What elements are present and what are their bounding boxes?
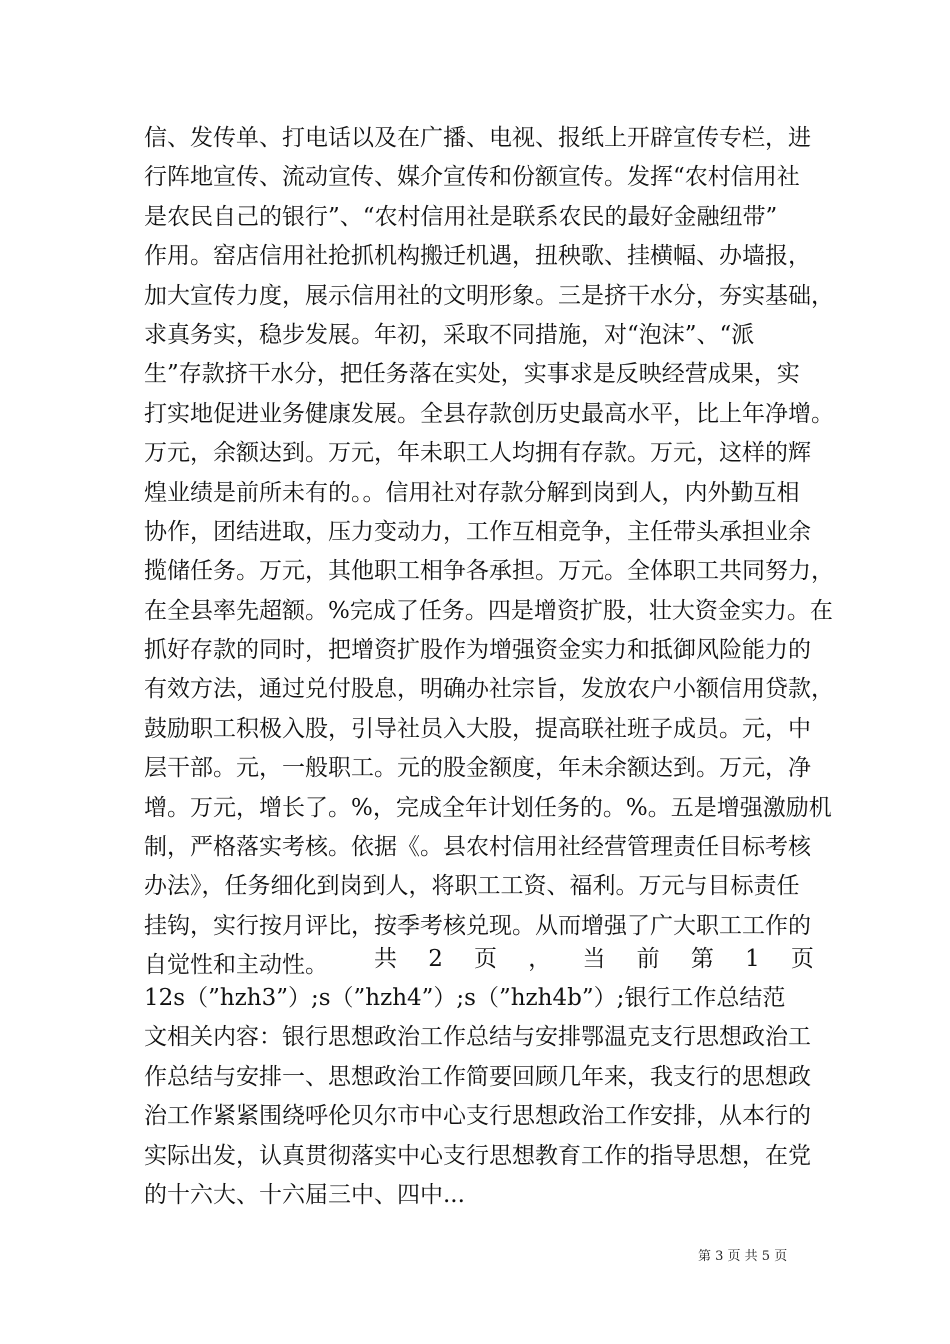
page-footer: 第 3 页 共 5 页 [698,1249,788,1264]
page-count-token: 页 [474,946,498,972]
body-line: 制，严格落实考核。依据《。县农村信用社经营管理责任目标考核 [144,834,811,861]
tail-line: 12s（”hzh3”）;s（”hzh4”）;s（”hzh4b”）;银行工作总结范 [144,985,786,1011]
body-line: 挂钩，实行按月评比，按季考核兑现。从而增强了广大职工工作的 [144,912,811,939]
page-count-token: 页 [790,946,814,972]
tail-line: 作总结与安排一、思想政治工作简要回顾几年来，我支行的思想政 [144,1063,811,1090]
body-line: 万元，余额达到。万元，年未职工人均拥有存款。万元，这样的辉 [144,440,811,467]
body-line: 在全县率先超额。%完成了任务。四是增资扩股，壮大资金实力。在 [144,597,833,624]
body-line: 有效方法，通过兑付股息，明确办社宗旨，发放农户小额信用贷款， [144,676,834,703]
tail-line: 治工作紧紧围绕呼伦贝尔市中心支行思想政治工作安排，从本行的 [144,1103,811,1130]
body-line: 是农民自己的银行”、“农村信用社是联系农民的最好金融纽带” [144,203,778,230]
tail-line: 实际出发，认真贯彻落实中心支行思想教育工作的指导思想，在党 [144,1142,811,1169]
body-line: 自觉性和主动性。 [144,952,328,979]
page-count-token: 第 [690,946,714,972]
body-line: 煌业绩是前所未有的。。信用社对存款分解到岗到人，内外勤互相 [144,479,800,506]
page-count-token: ， [528,946,552,972]
page-count-token: 当 [582,946,606,972]
body-line: 增。万元，增长了。%，完成全年计划任务的。%。五是增强激励机 [144,794,832,821]
body-line: 办法》，任务细化到岗到人，将职工工资、福利。万元与目标责任 [144,873,800,900]
page-count-token: 前 [636,946,660,972]
body-line: 揽储任务。万元，其他职工相争各承担。万元。全体职工共同努力， [144,558,834,585]
tail-line: 的十六大、十六届三中、四中... [144,1181,465,1208]
tail-line: 文相关内容：银行思想政治工作总结与安排鄂温克支行思想政治工 [144,1024,811,1051]
body-line: 求真务实，稳步发展。年初，采取不同措施，对“泡沫”、“派 [144,321,755,348]
body-line: 层干部。元，一般职工。元的股金额度，年未余额达到。万元，净 [144,755,811,782]
body-line: 行阵地宣传、流动宣传、媒介宣传和份额宣传。发挥“农村信用社 [144,164,800,191]
page-count-token: 共 [374,946,397,972]
page-count-token: 1 [745,946,760,972]
body-line: 加大宣传力度，展示信用社的文明形象。三是挤干水分，夯实基础， [144,282,834,309]
body-line: 抓好存款的同时，把增资扩股作为增强资金实力和抵御风险能力的 [144,637,811,664]
page-count-token: 2 [428,946,443,972]
body-line: 协作，团结进取，压力变动力，工作互相竞争，主任带头承担业余 [144,518,811,545]
related-content-paragraph [144,979,816,1215]
page-count-indicator [374,940,814,979]
body-paragraph [144,119,834,986]
body-line: 生”存款挤干水分，把任务落在实处，实事求是反映经营成果，实 [144,361,800,388]
body-line: 信、发传单、打电话以及在广播、电视、报纸上开辟宣传专栏，进 [144,125,811,151]
body-line: 鼓励职工积极入股，引导社员入大股，提高联社班子成员。元，中 [144,715,811,742]
body-line: 打实地促进业务健康发展。全县存款创历史最高水平，比上年净增。 [144,400,834,427]
body-line: 作用。窑店信用社抢抓机构搬迁机遇，扭秧歌、挂横幅、办墙报， [144,243,811,270]
